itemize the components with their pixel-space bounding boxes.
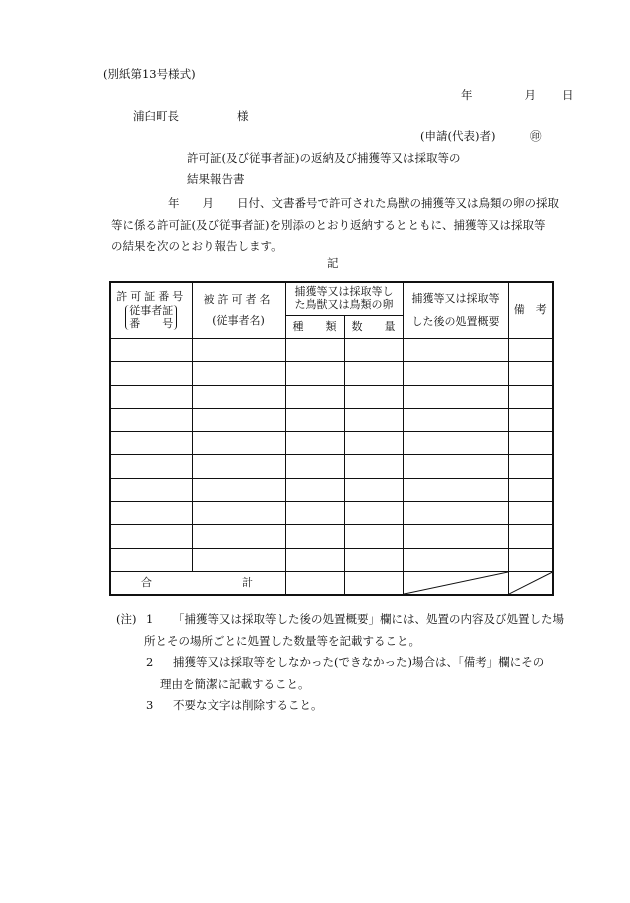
table-row (110, 339, 553, 362)
quantity-cell[interactable] (344, 525, 403, 548)
worker-cert-bracket: 従事者証 番 号 (125, 305, 177, 329)
permit-number-cell[interactable] (110, 548, 192, 571)
date-month: 月 (524, 88, 536, 102)
document-title-line1: 許可証(及び従事者証)の返納及び捕獲等又は採取等の (187, 151, 461, 165)
disposal-summary-cell[interactable] (403, 455, 508, 478)
report-table (109, 281, 554, 596)
table-row (110, 525, 553, 548)
note-2-line1: 捕獲等又は採取等をしなかった(できなかった)場合は、「備考」欄にその (173, 655, 545, 669)
date-day: 日 (562, 88, 574, 102)
quantity-cell[interactable] (344, 502, 403, 525)
permit-number-cell[interactable] (110, 339, 192, 362)
total-quantity-cell[interactable] (344, 571, 403, 595)
quantity-cell[interactable] (344, 385, 403, 408)
notes-prefix: (注) (116, 612, 137, 626)
permittee-name-cell[interactable] (192, 455, 285, 478)
ki-heading: 記 (327, 256, 339, 270)
disposal-summary-cell[interactable] (403, 525, 508, 548)
permit-number-cell[interactable] (110, 432, 192, 455)
species-cell[interactable] (285, 478, 344, 501)
header-disposal-summary: 捕獲等又は採取等 した後の処置概要 (403, 282, 508, 339)
permit-number-cell[interactable] (110, 478, 192, 501)
disposal-summary-cell[interactable] (403, 548, 508, 571)
species-cell[interactable] (285, 339, 344, 362)
note-3-number: 3 (146, 698, 154, 712)
notes-section (116, 609, 576, 717)
table-row (110, 432, 553, 455)
table-row (110, 385, 553, 408)
remarks-cell[interactable] (508, 525, 553, 548)
permittee-name-cell[interactable] (192, 502, 285, 525)
table-row (110, 455, 553, 478)
body-line-2: 等に係る許可証(及び従事者証)を別添のとおり返納するとともに、捕獲等又は採取等 (111, 217, 546, 232)
total-species-cell[interactable] (285, 571, 344, 595)
permit-number-cell[interactable] (110, 525, 192, 548)
species-cell[interactable] (285, 362, 344, 385)
quantity-cell[interactable] (344, 455, 403, 478)
report-body (111, 193, 561, 258)
seal-mark: ㊞ (530, 129, 542, 143)
note-2-number: 2 (146, 655, 154, 669)
table-row (110, 502, 553, 525)
disposal-summary-cell[interactable] (403, 502, 508, 525)
remarks-cell[interactable] (508, 385, 553, 408)
body-line-1: 年 月 日付、文書番号で許可された鳥獣の捕獲等又は鳥類の卵の採取 (168, 196, 559, 210)
disposal-summary-cell[interactable] (403, 362, 508, 385)
addressee-name: 浦臼町長 (133, 109, 179, 123)
quantity-cell[interactable] (344, 478, 403, 501)
permittee-name-cell[interactable] (192, 525, 285, 548)
species-cell[interactable] (285, 385, 344, 408)
disposal-summary-cell[interactable] (403, 408, 508, 431)
table-row (110, 362, 553, 385)
quantity-cell[interactable] (344, 408, 403, 431)
species-cell[interactable] (285, 408, 344, 431)
species-cell[interactable] (285, 502, 344, 525)
species-cell[interactable] (285, 432, 344, 455)
permit-number-cell[interactable] (110, 502, 192, 525)
note-1-number: 1 (146, 612, 154, 626)
species-cell[interactable] (285, 455, 344, 478)
addressee (133, 109, 249, 123)
header-permit-number: 許可証番号 従事者証 番 号 (110, 282, 192, 339)
note-1-line1: 「捕獲等又は採取等した後の処置概要」欄には、処置の内容及び処置した場 (173, 612, 564, 626)
note-3 (116, 695, 576, 717)
quantity-cell[interactable] (344, 432, 403, 455)
disposal-summary-cell[interactable] (403, 385, 508, 408)
permit-number-cell[interactable] (110, 408, 192, 431)
note-3-line1: 不要な文字は削除すること。 (173, 698, 323, 712)
header-quantity: 数 量 (344, 316, 403, 339)
header-remarks: 備 考 (508, 282, 553, 339)
table-row (110, 478, 553, 501)
remarks-cell[interactable] (508, 478, 553, 501)
remarks-cell[interactable] (508, 362, 553, 385)
permittee-name-cell[interactable] (192, 478, 285, 501)
date-year: 年 (461, 88, 473, 102)
document-title-line2: 結果報告書 (187, 172, 245, 186)
permittee-name-cell[interactable] (192, 432, 285, 455)
form-number-label: (別紙第13号様式) (103, 67, 196, 81)
permittee-name-cell[interactable] (192, 408, 285, 431)
applicant-label: (申請(代表)者) (420, 129, 496, 143)
table-row (110, 408, 553, 431)
date-line (461, 90, 574, 102)
permit-number-cell[interactable] (110, 385, 192, 408)
permit-number-cell[interactable] (110, 362, 192, 385)
disposal-summary-cell[interactable] (403, 478, 508, 501)
remarks-cell[interactable] (508, 548, 553, 571)
remarks-cell[interactable] (508, 502, 553, 525)
remarks-cell[interactable] (508, 432, 553, 455)
disposal-summary-cell[interactable] (403, 339, 508, 362)
total-disposal-crossed (403, 571, 508, 595)
remarks-cell[interactable] (508, 455, 553, 478)
species-cell[interactable] (285, 525, 344, 548)
permittee-name-cell[interactable] (192, 339, 285, 362)
permittee-name-cell[interactable] (192, 362, 285, 385)
remarks-cell[interactable] (508, 339, 553, 362)
note-2-line2: 理由を簡潔に記載すること。 (160, 676, 310, 691)
total-remarks-crossed (508, 571, 553, 595)
remarks-cell[interactable] (508, 408, 553, 431)
table-row (110, 548, 553, 571)
quantity-cell[interactable] (344, 362, 403, 385)
body-line-3: の結果を次のとおり報告します。 (111, 239, 283, 253)
quantity-cell[interactable] (344, 339, 403, 362)
header-permittee-name: 被許可者名 (従事者名) (192, 282, 285, 339)
disposal-summary-cell[interactable] (403, 432, 508, 455)
species-cell[interactable] (285, 548, 344, 571)
permittee-name-cell[interactable] (192, 385, 285, 408)
permittee-name-cell[interactable] (192, 548, 285, 571)
quantity-cell[interactable] (344, 548, 403, 571)
note-1 (116, 609, 576, 652)
note-1-line2: 所とその場所ごとに処置した数量等を記載すること。 (144, 633, 420, 648)
permit-number-cell[interactable] (110, 455, 192, 478)
header-captured: 捕獲等又は採取等し た鳥獣又は鳥類の卵 (285, 282, 403, 316)
header-species: 種 類 (285, 316, 344, 339)
note-2 (116, 652, 576, 695)
addressee-honorific: 様 (237, 109, 249, 123)
total-label-cell: 合 計 (110, 571, 285, 595)
applicant-line (420, 129, 542, 143)
